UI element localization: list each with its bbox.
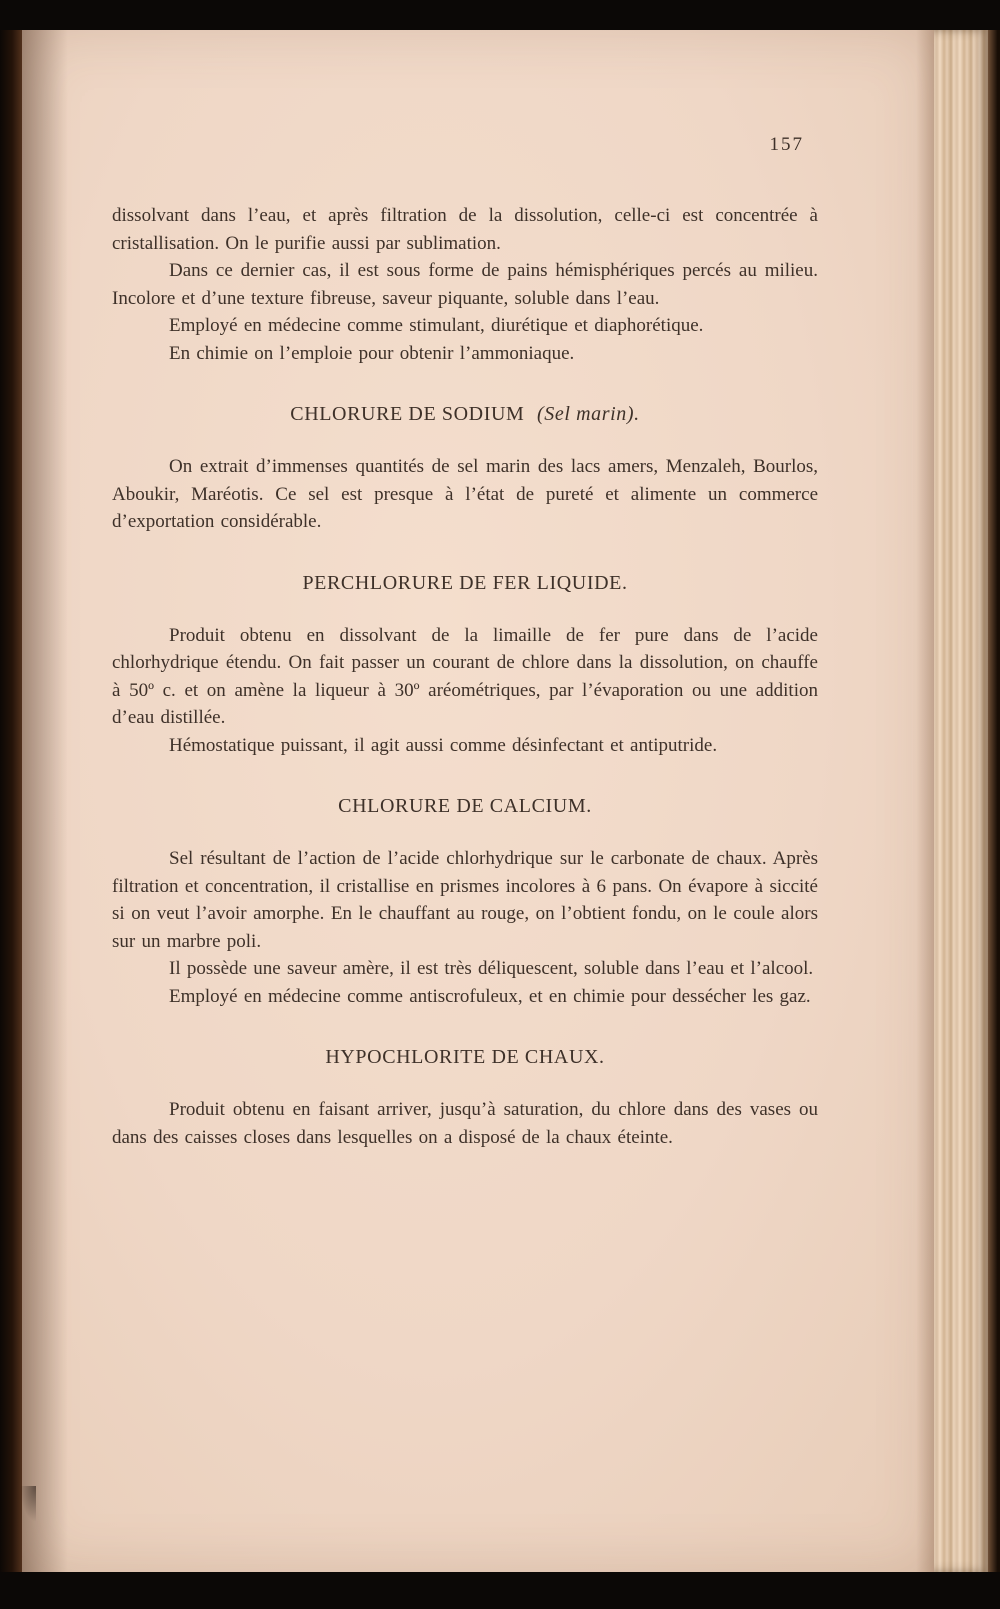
paragraph: Hémostatique puissant, il agit aussi comme désinfectant et antiputride. (169, 734, 718, 756)
book-gutter-edge (0, 0, 22, 1609)
section-hypochlorite-de-chaux (112, 1046, 818, 1151)
heading-text: CHLORURE DE CALCIUM. (338, 795, 592, 817)
heading-text: HYPOCHLORITE DE CHAUX. (325, 1046, 605, 1068)
paragraph: Sel résultant de l’action de l’acide chlorhydrique sur le carbonate de chaux. Après filtration et concentration, il cristallise en prismes incolores à 6 pans. On évapore à siccité si on veut l’avoir amorphe. En le chauffant au rouge, on l’obtient fondu, on le coule alors sur un marbre poli. (112, 848, 818, 952)
section-heading (112, 795, 818, 818)
paragraph: Employé en médecine comme antiscrofuleux, et en chimie pour dessécher les gaz. (169, 985, 811, 1007)
page-body (22, 30, 934, 1572)
paragraph: En chimie on l’emploie pour obtenir l’ammoniaque. (169, 342, 575, 364)
page-edges-stack (934, 30, 988, 1572)
heading-subtitle: (Sel marin). (537, 403, 640, 425)
section-heading (112, 403, 818, 426)
scan-edge-top (0, 0, 1000, 30)
section-perchlorure-de-fer (112, 572, 818, 760)
paragraph: Employé en médecine comme stimulant, diurétique et diaphorétique. (169, 315, 704, 336)
scan-edge-bottom (0, 1572, 1000, 1609)
section-chlorure-de-calcium (112, 795, 818, 1010)
paragraph: Produit obtenu en faisant arriver, jusqu’à saturation, du chlore dans des vases ou dans des caisses closes dans lesquelles on a disposé de la chaux éteinte. (112, 1099, 818, 1148)
paragraph: dissolvant dans l’eau, et après filtration de la dissolution, celle-ci est concentrée à cristallisation. On le purifie aussi par sublimation. (112, 205, 818, 254)
paragraph: On extrait d’immenses quantités de sel marin des lacs amers, Menzaleh, Bourlos, Aboukir, Maréotis. Ce sel est presque à l’état de pureté et alimente un commerce d’exportation considérable. (112, 456, 818, 532)
heading-text: CHLORURE DE SODIUM (290, 403, 525, 425)
page-number: 157 (769, 134, 804, 155)
paragraph: Il possède une saveur amère, il est très déliquescent, soluble dans l’eau et l’alcool. (169, 958, 814, 979)
page-content (112, 202, 818, 1151)
page-corner-mark (20, 1486, 36, 1522)
paragraph: Produit obtenu en dissolvant de la limaille de fer pure dans de l’acide chlorhydrique étendu. On fait passer un courant de chlore dans la dissolution, on chauffe à 50º c. et on amène la liqueur à 30º aréométriques, par l’évaporation ou une addition d’eau distillée. (112, 624, 818, 728)
paragraph: Dans ce dernier cas, il est sous forme de pains hémisphériques percés au milieu. Incolore et d’une texture fibreuse, saveur piquante, soluble dans l’eau. (112, 260, 818, 309)
section-chlorure-de-sodium (112, 403, 818, 536)
heading-text: PERCHLORURE DE FER LIQUIDE. (302, 571, 628, 594)
section-heading (112, 572, 818, 595)
section-heading (112, 1046, 818, 1069)
scan-edge-right (988, 30, 1000, 1572)
book-page (22, 30, 934, 1572)
